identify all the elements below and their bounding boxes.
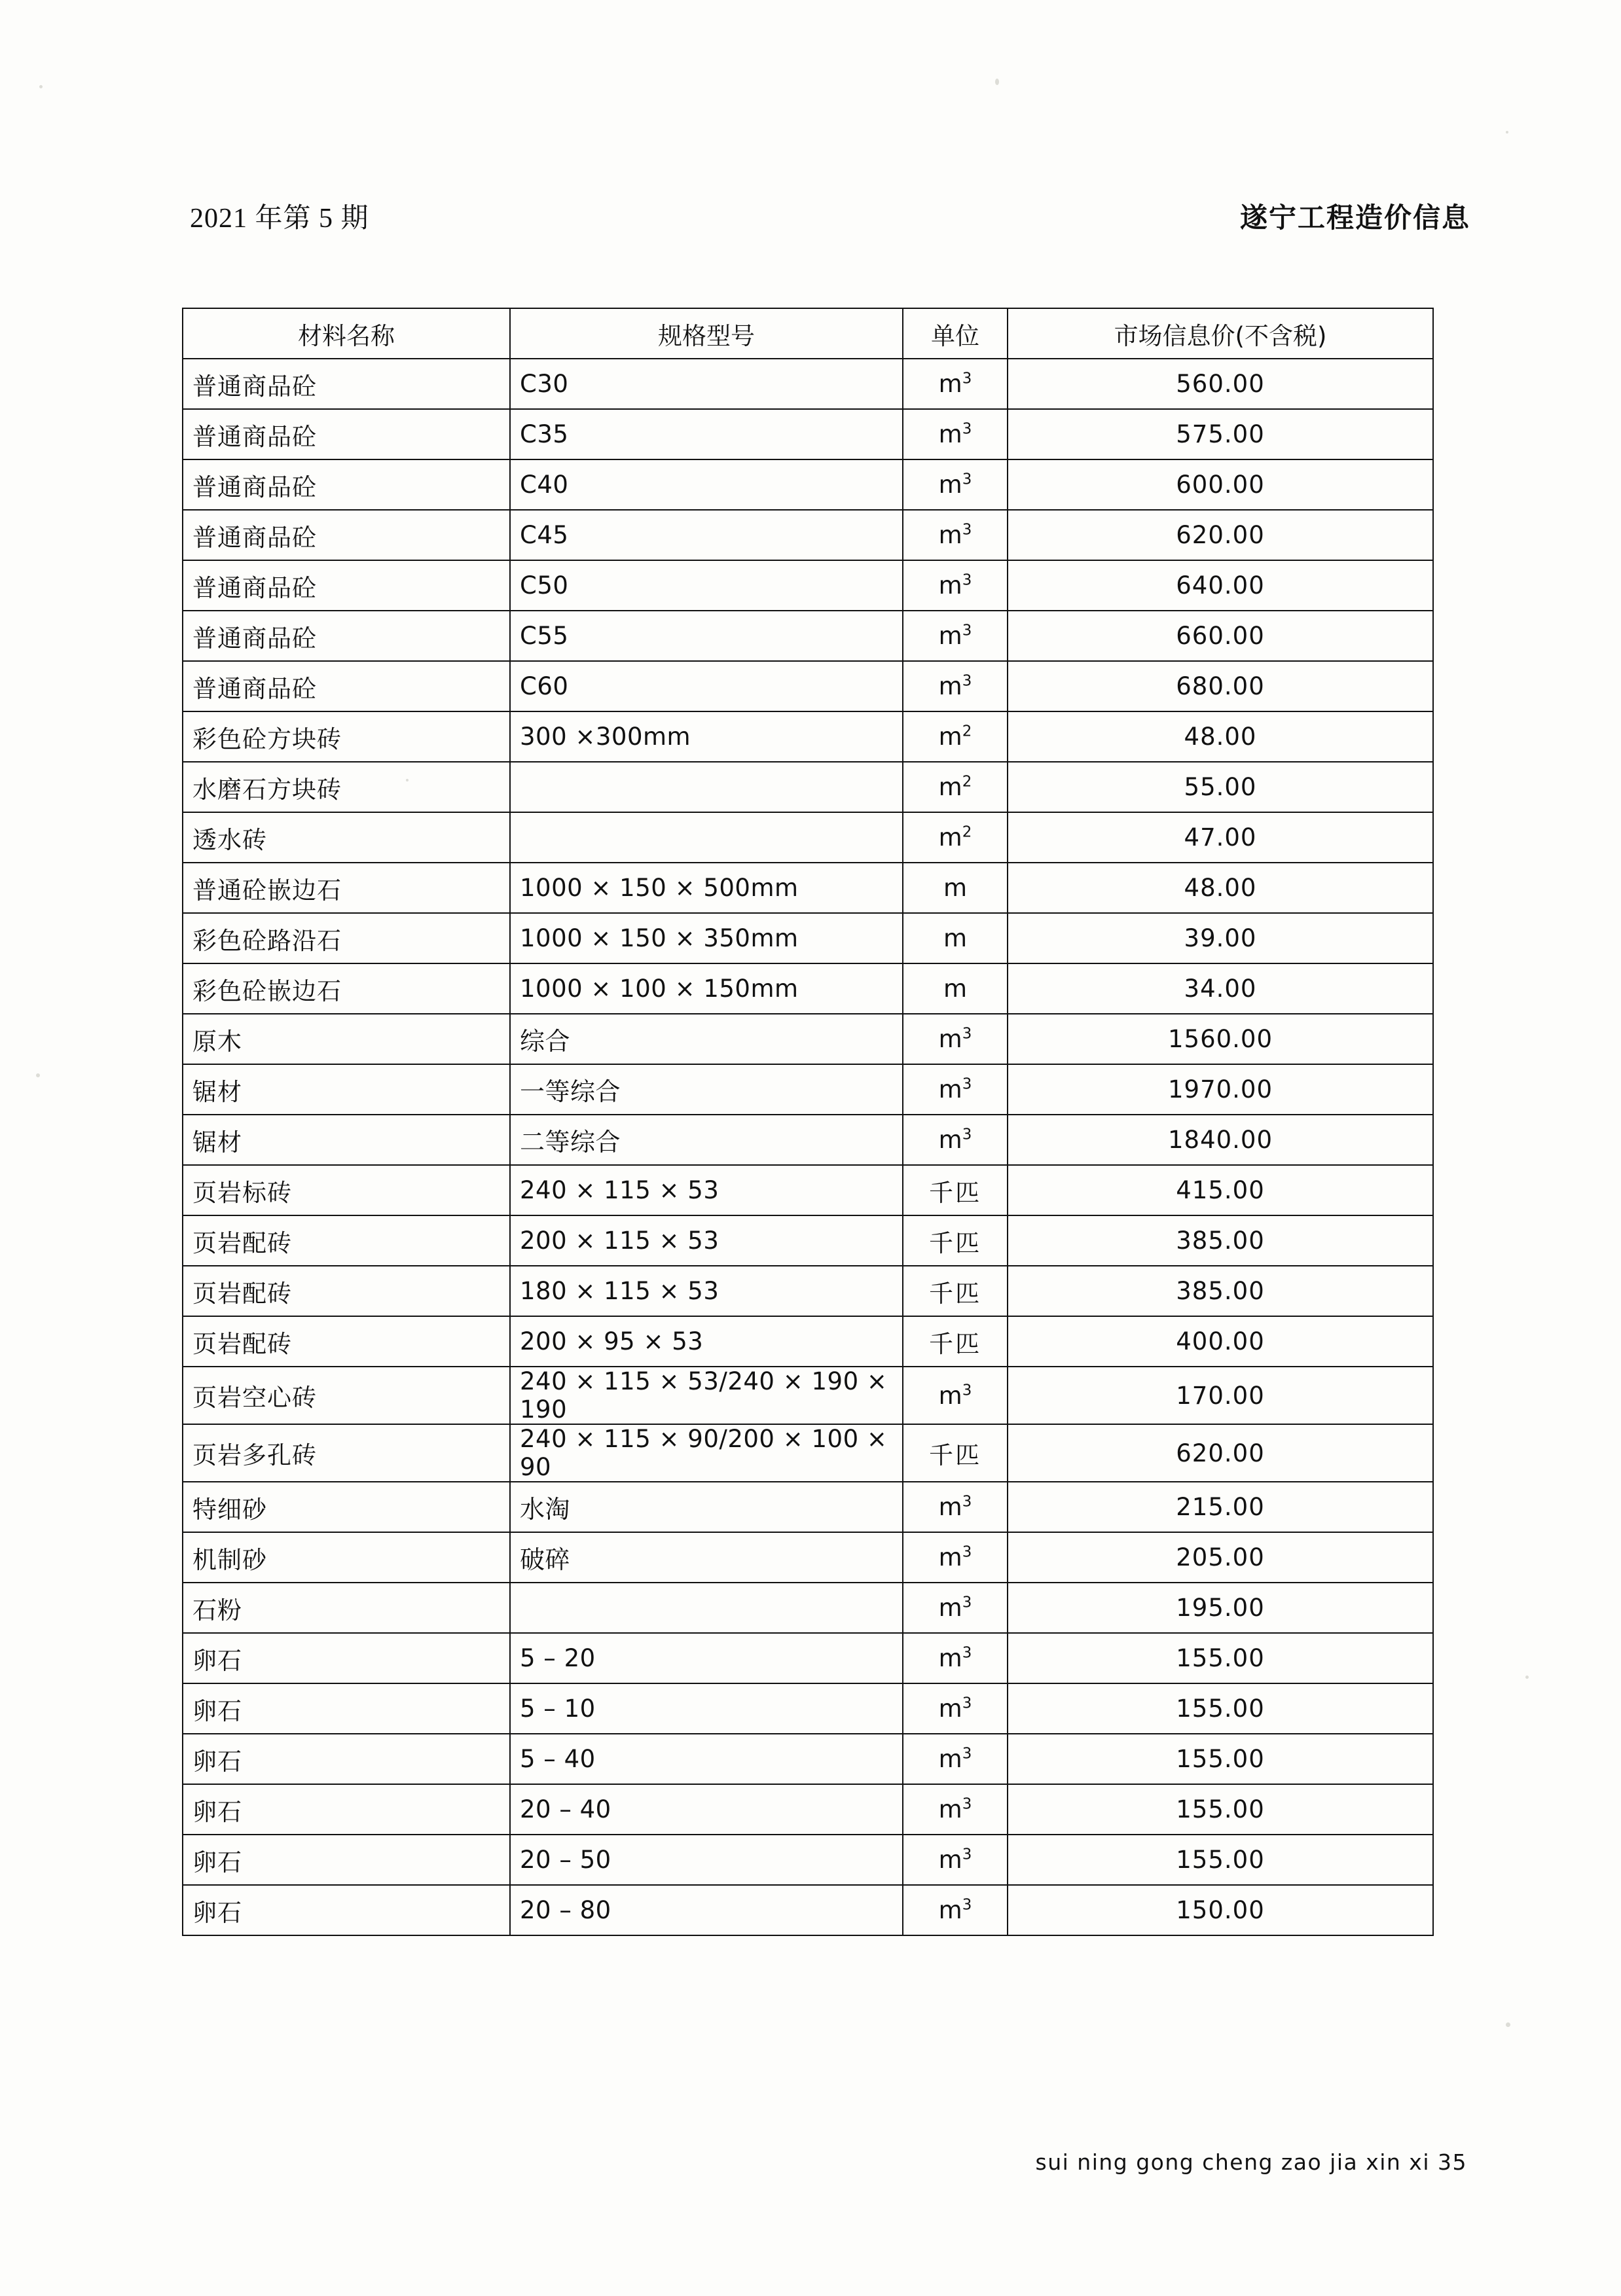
cell-unit: $m^2$ bbox=[903, 711, 1008, 762]
cell-specification: 240 × 115 × 53 bbox=[510, 1165, 903, 1215]
cell-price: 150.00 bbox=[1008, 1885, 1433, 1935]
cell-price: 155.00 bbox=[1008, 1784, 1433, 1835]
table-row bbox=[183, 1835, 1433, 1885]
table-row bbox=[183, 459, 1433, 510]
cell-material-name: 页岩标砖 bbox=[183, 1165, 510, 1215]
cell-specification: 200 × 115 × 53 bbox=[510, 1215, 903, 1266]
cell-specification: 一等综合 bbox=[510, 1064, 903, 1115]
cell-specification: C60 bbox=[510, 661, 903, 711]
cell-price: 620.00 bbox=[1008, 1424, 1433, 1482]
cell-price: 48.00 bbox=[1008, 863, 1433, 913]
issue-label: 2021 年第 5 期 bbox=[190, 204, 369, 234]
cell-material-name: 卵石 bbox=[183, 1784, 510, 1835]
cell-unit: 千匹 bbox=[903, 1424, 1008, 1482]
column-header-unit: 单位 bbox=[903, 308, 1008, 359]
cell-specification: C55 bbox=[510, 611, 903, 661]
cell-material-name: 普通砼嵌边石 bbox=[183, 863, 510, 913]
table-row bbox=[183, 1784, 1433, 1835]
cell-price: 620.00 bbox=[1008, 510, 1433, 560]
table-row bbox=[183, 1165, 1433, 1215]
table-row bbox=[183, 1683, 1433, 1734]
cell-material-name: 彩色砼方块砖 bbox=[183, 711, 510, 762]
cell-specification: 300 ×300mm bbox=[510, 711, 903, 762]
cell-material-name: 页岩配砖 bbox=[183, 1215, 510, 1266]
cell-unit: $m^3$ bbox=[903, 1683, 1008, 1734]
cell-unit: m bbox=[903, 963, 1008, 1014]
cell-unit: $m^2$ bbox=[903, 762, 1008, 812]
cell-unit: 千匹 bbox=[903, 1316, 1008, 1367]
cell-unit: m bbox=[903, 913, 1008, 963]
table-row bbox=[183, 560, 1433, 611]
cell-unit: 千匹 bbox=[903, 1266, 1008, 1316]
table-row bbox=[183, 1482, 1433, 1532]
table-row bbox=[183, 1266, 1433, 1316]
cell-unit: $m^3$ bbox=[903, 359, 1008, 409]
cell-price: 195.00 bbox=[1008, 1583, 1433, 1633]
cell-unit: $m^3$ bbox=[903, 1734, 1008, 1784]
page-header bbox=[190, 196, 1470, 242]
column-header-spec: 规格型号 bbox=[510, 308, 903, 359]
table-row bbox=[183, 1014, 1433, 1064]
cell-unit: m bbox=[903, 863, 1008, 913]
table-row bbox=[183, 963, 1433, 1014]
publication-title: 遂宁工程造价信息 bbox=[1239, 202, 1470, 234]
cell-material-name: 卵石 bbox=[183, 1885, 510, 1935]
cell-price: 155.00 bbox=[1008, 1683, 1433, 1734]
page-footer: sui ning gong cheng zao jia xin xi 35 bbox=[1035, 2149, 1467, 2175]
cell-material-name: 卵石 bbox=[183, 1835, 510, 1885]
cell-specification: C45 bbox=[510, 510, 903, 560]
cell-specification: 水淘 bbox=[510, 1482, 903, 1532]
cell-price: 1840.00 bbox=[1008, 1115, 1433, 1165]
cell-price: 415.00 bbox=[1008, 1165, 1433, 1215]
cell-specification: C35 bbox=[510, 409, 903, 459]
cell-specification: 200 × 95 × 53 bbox=[510, 1316, 903, 1367]
cell-price: 39.00 bbox=[1008, 913, 1433, 963]
cell-price: 55.00 bbox=[1008, 762, 1433, 812]
table-row bbox=[183, 409, 1433, 459]
cell-unit: $m^3$ bbox=[903, 510, 1008, 560]
cell-material-name: 页岩配砖 bbox=[183, 1316, 510, 1367]
table-row bbox=[183, 711, 1433, 762]
cell-material-name: 卵石 bbox=[183, 1734, 510, 1784]
cell-price: 385.00 bbox=[1008, 1266, 1433, 1316]
cell-specification: C50 bbox=[510, 560, 903, 611]
table-row bbox=[183, 359, 1433, 409]
table-row bbox=[183, 863, 1433, 913]
cell-material-name: 彩色砼嵌边石 bbox=[183, 963, 510, 1014]
cell-specification: 破碎 bbox=[510, 1532, 903, 1583]
cell-material-name: 锯材 bbox=[183, 1115, 510, 1165]
table-row bbox=[183, 762, 1433, 812]
cell-specification: 5 – 10 bbox=[510, 1683, 903, 1734]
cell-price: 48.00 bbox=[1008, 711, 1433, 762]
table-row bbox=[183, 913, 1433, 963]
table-row bbox=[183, 1367, 1433, 1424]
cell-material-name: 普通商品砼 bbox=[183, 510, 510, 560]
cell-price: 575.00 bbox=[1008, 409, 1433, 459]
cell-material-name: 普通商品砼 bbox=[183, 459, 510, 510]
cell-price: 155.00 bbox=[1008, 1633, 1433, 1683]
cell-price: 385.00 bbox=[1008, 1215, 1433, 1266]
cell-unit: $m^3$ bbox=[903, 1064, 1008, 1115]
cell-specification: C30 bbox=[510, 359, 903, 409]
cell-price: 170.00 bbox=[1008, 1367, 1433, 1424]
cell-price: 660.00 bbox=[1008, 611, 1433, 661]
table-row bbox=[183, 1215, 1433, 1266]
cell-price: 155.00 bbox=[1008, 1734, 1433, 1784]
cell-specification: 二等综合 bbox=[510, 1115, 903, 1165]
cell-material-name: 锯材 bbox=[183, 1064, 510, 1115]
cell-specification: 180 × 115 × 53 bbox=[510, 1266, 903, 1316]
cell-unit: $m^3$ bbox=[903, 1115, 1008, 1165]
cell-material-name: 页岩空心砖 bbox=[183, 1367, 510, 1424]
cell-unit: $m^3$ bbox=[903, 1532, 1008, 1583]
cell-price: 1560.00 bbox=[1008, 1014, 1433, 1064]
cell-material-name: 普通商品砼 bbox=[183, 359, 510, 409]
cell-specification: 20 – 50 bbox=[510, 1835, 903, 1885]
cell-price: 560.00 bbox=[1008, 359, 1433, 409]
table-row bbox=[183, 1064, 1433, 1115]
cell-specification bbox=[510, 1583, 903, 1633]
cell-unit: 千匹 bbox=[903, 1165, 1008, 1215]
cell-price: 34.00 bbox=[1008, 963, 1433, 1014]
table-row bbox=[183, 1532, 1433, 1583]
cell-price: 1970.00 bbox=[1008, 1064, 1433, 1115]
cell-price: 215.00 bbox=[1008, 1482, 1433, 1532]
table-row bbox=[183, 812, 1433, 863]
cell-material-name: 特细砂 bbox=[183, 1482, 510, 1532]
cell-material-name: 页岩多孔砖 bbox=[183, 1424, 510, 1482]
cell-specification: C40 bbox=[510, 459, 903, 510]
cell-price: 600.00 bbox=[1008, 459, 1433, 510]
cell-unit: $m^3$ bbox=[903, 1633, 1008, 1683]
cell-specification: 240 × 115 × 53/240 × 190 × 190 bbox=[510, 1367, 903, 1424]
cell-unit: $m^3$ bbox=[903, 1885, 1008, 1935]
cell-price: 640.00 bbox=[1008, 560, 1433, 611]
cell-material-name: 透水砖 bbox=[183, 812, 510, 863]
table-row bbox=[183, 510, 1433, 560]
cell-material-name: 普通商品砼 bbox=[183, 409, 510, 459]
cell-price: 205.00 bbox=[1008, 1532, 1433, 1583]
table-row bbox=[183, 1633, 1433, 1683]
cell-price: 155.00 bbox=[1008, 1835, 1433, 1885]
cell-specification: 5 – 40 bbox=[510, 1734, 903, 1784]
cell-specification: 20 – 40 bbox=[510, 1784, 903, 1835]
cell-material-name: 普通商品砼 bbox=[183, 661, 510, 711]
cell-specification bbox=[510, 812, 903, 863]
cell-material-name: 普通商品砼 bbox=[183, 560, 510, 611]
cell-unit: $m^3$ bbox=[903, 1367, 1008, 1424]
cell-unit: $m^3$ bbox=[903, 409, 1008, 459]
cell-unit: $m^2$ bbox=[903, 812, 1008, 863]
cell-price: 400.00 bbox=[1008, 1316, 1433, 1367]
cell-unit: $m^3$ bbox=[903, 1482, 1008, 1532]
cell-specification: 1000 × 150 × 500mm bbox=[510, 863, 903, 913]
cell-material-name: 机制砂 bbox=[183, 1532, 510, 1583]
cell-material-name: 石粉 bbox=[183, 1583, 510, 1633]
cell-specification bbox=[510, 762, 903, 812]
cell-material-name: 卵石 bbox=[183, 1683, 510, 1734]
cell-material-name: 页岩配砖 bbox=[183, 1266, 510, 1316]
cell-specification: 240 × 115 × 90/200 × 100 × 90 bbox=[510, 1424, 903, 1482]
table-row bbox=[183, 1316, 1433, 1367]
cell-unit: $m^3$ bbox=[903, 1835, 1008, 1885]
column-header-price: 市场信息价(不含税) bbox=[1008, 308, 1433, 359]
cell-material-name: 普通商品砼 bbox=[183, 611, 510, 661]
cell-material-name: 水磨石方块砖 bbox=[183, 762, 510, 812]
material-price-table bbox=[182, 308, 1434, 1936]
cell-unit: 千匹 bbox=[903, 1215, 1008, 1266]
table-row bbox=[183, 661, 1433, 711]
table-row bbox=[183, 1115, 1433, 1165]
cell-price: 680.00 bbox=[1008, 661, 1433, 711]
table-row bbox=[183, 1734, 1433, 1784]
cell-unit: $m^3$ bbox=[903, 661, 1008, 711]
cell-unit: $m^3$ bbox=[903, 560, 1008, 611]
cell-unit: $m^3$ bbox=[903, 611, 1008, 661]
cell-material-name: 卵石 bbox=[183, 1633, 510, 1683]
cell-unit: $m^3$ bbox=[903, 1014, 1008, 1064]
cell-unit: $m^3$ bbox=[903, 1583, 1008, 1633]
cell-material-name: 原木 bbox=[183, 1014, 510, 1064]
cell-specification: 1000 × 100 × 150mm bbox=[510, 963, 903, 1014]
table-header-row bbox=[183, 308, 1433, 359]
table-row bbox=[183, 611, 1433, 661]
column-header-name: 材料名称 bbox=[183, 308, 510, 359]
cell-specification: 1000 × 150 × 350mm bbox=[510, 913, 903, 963]
cell-unit: $m^3$ bbox=[903, 1784, 1008, 1835]
cell-specification: 综合 bbox=[510, 1014, 903, 1064]
cell-specification: 5 – 20 bbox=[510, 1633, 903, 1683]
table-row bbox=[183, 1424, 1433, 1482]
cell-price: 47.00 bbox=[1008, 812, 1433, 863]
cell-specification: 20 – 80 bbox=[510, 1885, 903, 1935]
cell-unit: $m^3$ bbox=[903, 459, 1008, 510]
table-row bbox=[183, 1885, 1433, 1935]
cell-material-name: 彩色砼路沿石 bbox=[183, 913, 510, 963]
table-row bbox=[183, 1583, 1433, 1633]
